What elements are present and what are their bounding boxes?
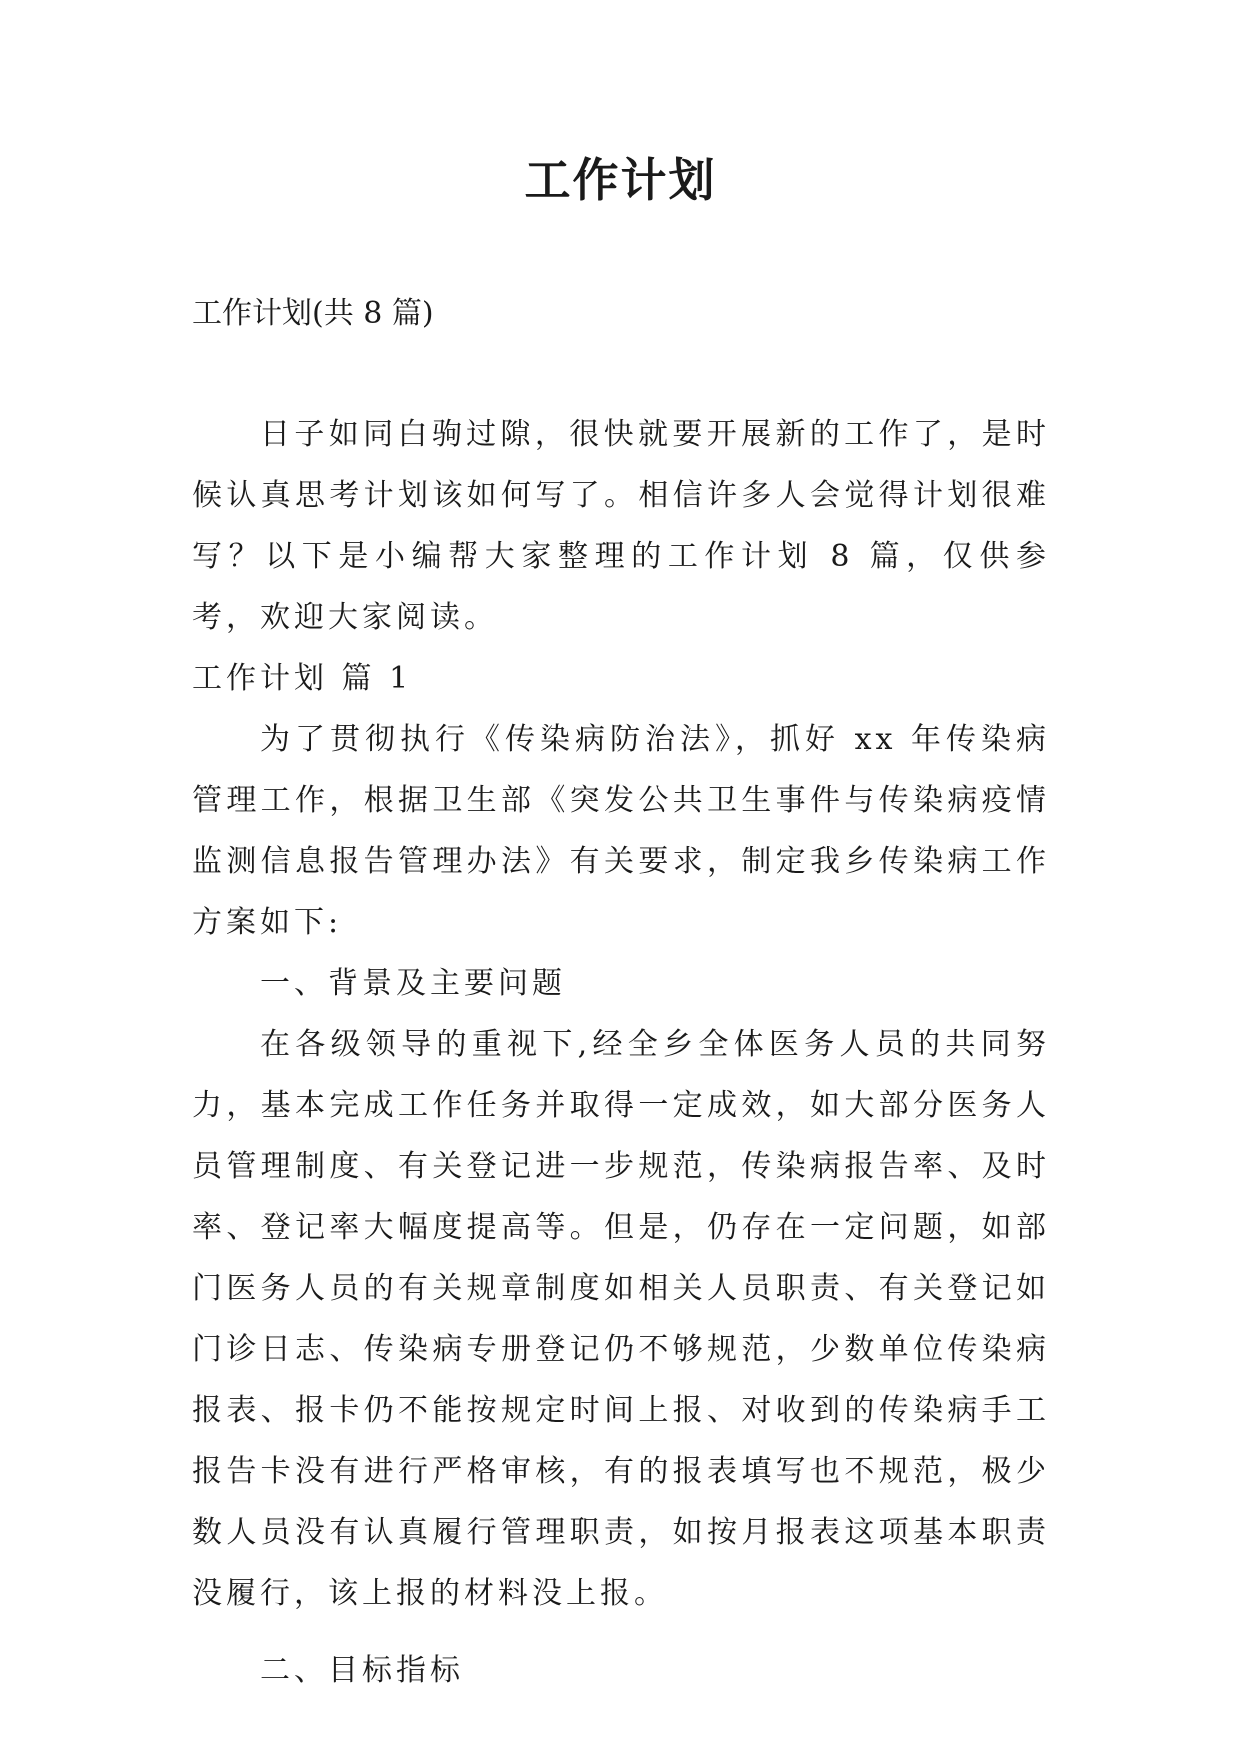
document-subtitle: 工作计划(共 8 篇) <box>192 296 434 331</box>
intro-paragraph: 日子如同白驹过隙，很快就要开展新的工作了，是时候认真思考计划该如何写了。相信许多人会觉得计划很难写？以下是小编帮大家整理的工作计划 8 篇，仅供参考，欢迎大家阅读。 <box>192 417 1050 635</box>
body-paragraph: 为了贯彻执行《传染病防治法》，抓好 xx 年传染病管理工作，根据卫生部《突发公共卫生事件与传染病疫情监测信息报告管理办法》有关要求，制定我乡传染病工作方案如下: <box>192 722 1050 940</box>
chapter-heading: 工作计划 篇 1 <box>192 661 413 696</box>
section-heading: 一、背景及主要问题 <box>260 966 566 1001</box>
document-body <box>192 404 1050 1701</box>
document-title: 工作计划 <box>524 153 717 207</box>
section-heading: 二、目标指标 <box>260 1653 464 1688</box>
body-paragraph: 在各级领导的重视下,经全乡全体医务人员的共同努力，基本完成工作任务并取得一定成效，如大部分医务人员管理制度、有关登记进一步规范，传染病报告率、及时率、登记率大幅度提高等。但是，仍存在一定问题，如部门医务人员的有关规章制度如相关人员职责、有关登记如门诊日志、传染病专册登记仍不够规范，少数单位传染病报表、报卡仍不能按规定时间上报、对收到的传染病手工报告卡没有进行严格审核，有的报表填写也不规范，极少数人员没有认真履行管理职责，如按月报表这项基本职责没履行，该上报的材料没上报。 <box>192 1027 1050 1611</box>
